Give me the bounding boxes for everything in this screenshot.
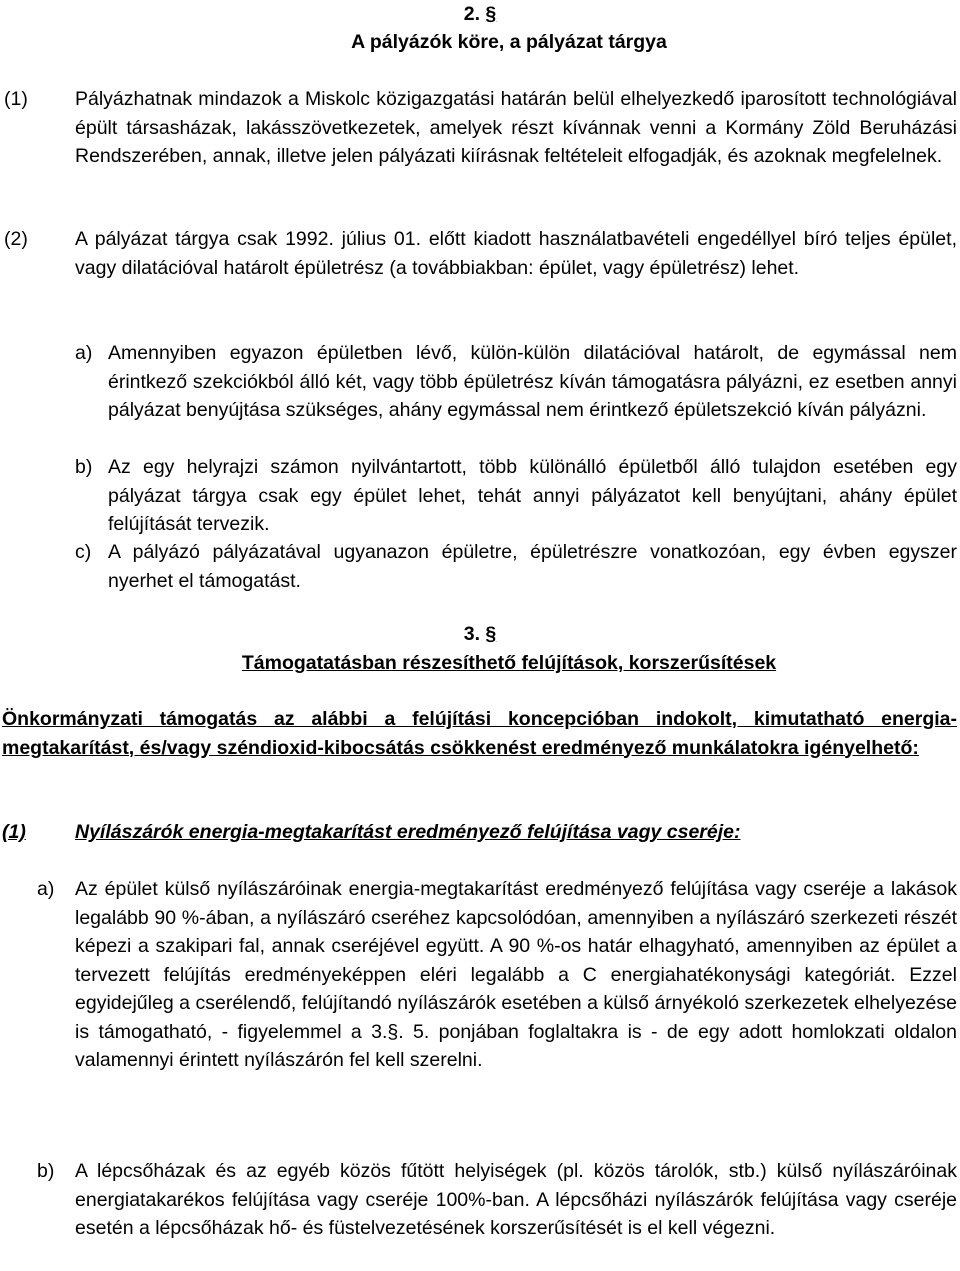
section-3-title: Támogatatásban részesíthető felújítások, korszerűsítések: [241, 652, 777, 674]
section-3-num-text: 3.: [463, 623, 480, 645]
paragraph-1-label: (1): [4, 88, 28, 110]
section-3-number: [0, 620, 960, 649]
list-item-text: Amennyiben egyazon épületben lévő, külön-külön dilatációval határolt, de egymással nem érintkező szekciókból álló két, vagy több épületrész kíván támogatásra pályázni, ez esetben annyi pályázat benyújtása szükséges, ahány egymással nem érintkező épületszekció kíván pályázni.: [108, 342, 957, 421]
list-item-text: Az épület külső nyílászáróinak energia-megtakarítást eredményező felújítása vagy cseréje a lakások legalább 90 %-ában, a nyílászáró cseréhez kapcsolódóan, amennyiben a nyílászáró szerkezeti részét képezi a szakipari fal, annak cseréjével együtt. A 90 %-os határ elhagyható, amennyiben az épület a tervezett felújítás eredményeképpen eléri legalább a C energiahatékonysági kategóriát. Ezzel egyidejűleg a cserélendő, felújítandó nyílászárók esetében a külső árnyékoló szerkezetek elhelyezése is támogatható, - figyelemmel a 3.§. 5. ponjában foglaltakra is - de egy adott homlokzati oldalon valamennyi érintett nyílászárón fel kell szerelni.: [75, 878, 957, 1071]
paragraph-2-text: A pályázat tárgya csak 1992. július 01. előtt kiadott használatbavételi engedéllyel bíró teljes épület, vagy dilatációval határolt épületrész (a továbbiakban: épület, vagy épületrész) lehet.: [75, 228, 957, 279]
section-3-p1-heading: Nyílászárók energia-megtakarítást eredményező felújítása vagy cseréje:: [75, 821, 741, 843]
list-item-label: b): [75, 456, 93, 478]
paragraph-2-label: (2): [4, 228, 28, 250]
list-item-label: c): [75, 541, 92, 563]
list-item-text: A pályázó pályázatával ugyanazon épületre, épületrészre vonatkozóan, egy évben egyszer nyerhet el támogatást.: [108, 541, 957, 592]
section-symbol: §: [485, 3, 497, 25]
section-3-intro: [2, 705, 957, 762]
list-item-label: a): [75, 342, 93, 364]
section-symbol: §: [485, 623, 497, 645]
list-item-text: Az egy helyrajzi számon nyilvántartott, több különálló épületből álló tulajdon esetében egy pályázat tárgya csak egy épület lehet, tehát annyi pályázatot kell benyújtani, ahány épület felújítását tervezik.: [108, 456, 957, 535]
list-item-label: a): [37, 878, 55, 900]
paragraph-1-text: Pályázhatnak mindazok a Miskolc közigazgatási határán belül elhelyezkedő iparosított technológiával épült társasházak, lakásszövetkezetek, amelyek részt kívánnak venni a Kormány Zöld Beruházási Rendszerében, annak, illetve jelen pályázati kiírásnak feltételeit elfogadják, és azoknak megfelelnek.: [75, 88, 957, 167]
section-3-intro-text: Önkormányzati támogatás az alábbi a felújítási koncepcióban indokolt, kimutatható energia-megtakarítást, és/vagy széndioxid-kibocsátás csökkenést eredményező munkálatokra igényelhető:: [2, 708, 957, 759]
section-2-title: A pályázók köre, a pályázat tárgya: [351, 31, 667, 53]
section-3-p1-label: (1): [2, 821, 26, 843]
list-item-text: A lépcsőházak és az egyéb közös fűtött helyiségek (pl. közös tárolók, stb.) külső nyílászáróinak energiatakarékos felújítása vagy cseréje 100%-ban. A lépcsőházi nyílászárók felújítása vagy cseréje esetén a lépcsőházak hő- és füstelvezetésének korszerűsítését is el kell végezni.: [75, 1160, 957, 1239]
section-2-number: [0, 0, 960, 29]
list-item-label: b): [37, 1160, 55, 1182]
section-2-num-text: 2.: [463, 3, 480, 25]
